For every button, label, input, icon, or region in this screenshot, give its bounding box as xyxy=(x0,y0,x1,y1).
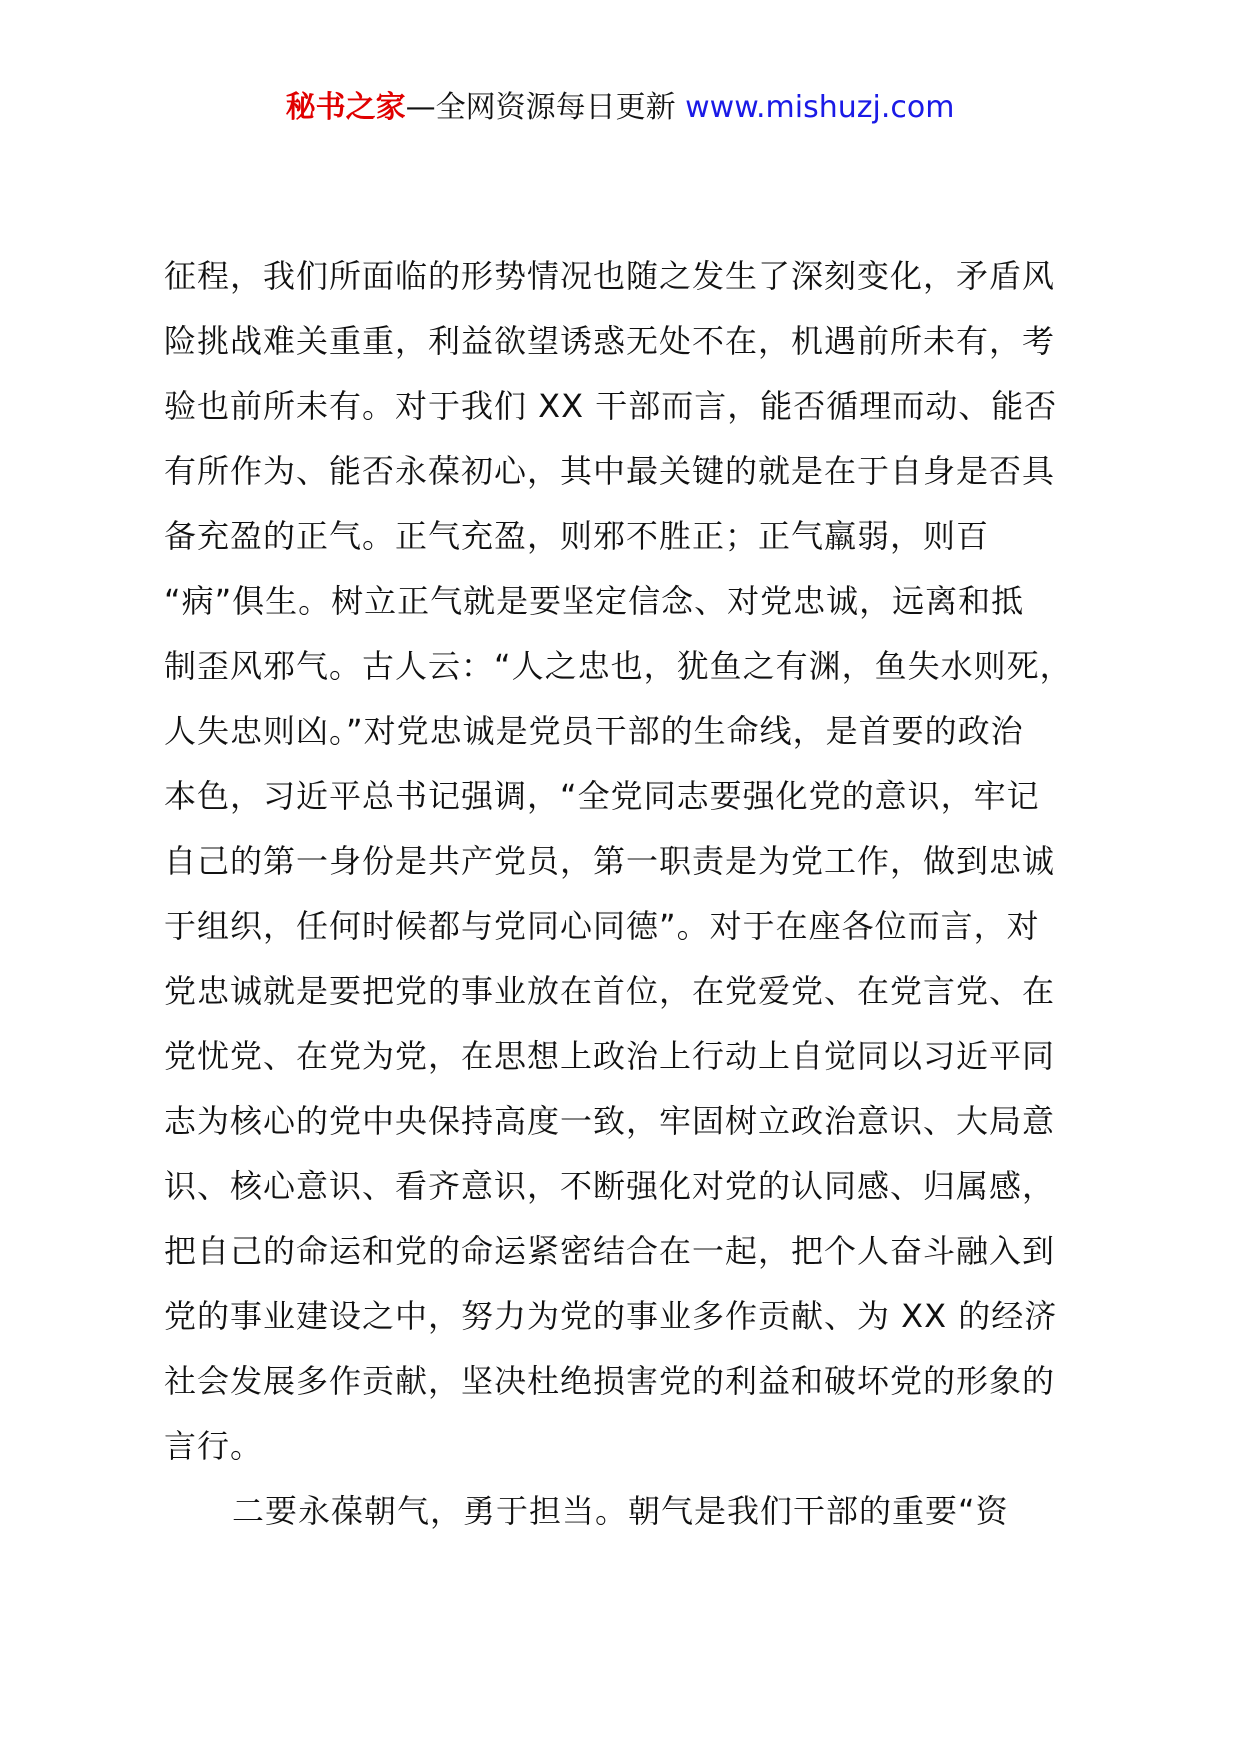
body-line: 自己的第一身份是共产党员，第一职责是为党工作，做到忠诚 xyxy=(164,842,1056,880)
page-header xyxy=(0,88,1240,128)
body-line: 备充盈的正气。正气充盈，则邪不胜正；正气羸弱，则百 xyxy=(164,517,990,555)
body-line: 言行。 xyxy=(164,1427,264,1465)
document-body xyxy=(164,244,1094,1544)
header-tagline: —全网资源每日更新 xyxy=(405,90,686,125)
body-line: 识、核心意识、看齐意识，不断强化对党的认同感、归属感， xyxy=(164,1167,1056,1205)
body-line: 于组织，任何时候都与党同心同德”。对于在座各位而言，对 xyxy=(164,907,1040,945)
body-line: 险挑战难关重重，利益欲望诱惑无处不在，机遇前所未有，考 xyxy=(164,322,1056,360)
body-line: 验也前所未有。对于我们 XX 干部而言，能否循理而动、能否 xyxy=(164,387,1058,425)
body-line: 党的事业建设之中，努力为党的事业多作贡献、为 XX 的经济 xyxy=(164,1297,1058,1335)
brand-name: 秘书之家 xyxy=(285,90,406,125)
body-line: 本色，习近平总书记强调，“全党同志要强化党的意识，牢记 xyxy=(164,777,1040,815)
section-heading-line: 二要永葆朝气，勇于担当。朝气是我们干部的重要“资 xyxy=(232,1492,1009,1530)
body-line: 人失忠则凶。”对党忠诚是党员干部的生命线，是首要的政治 xyxy=(164,712,1024,750)
body-line: 制歪风邪气。古人云：“人之忠也，犹鱼之有渊，鱼失水则死， xyxy=(164,647,1073,685)
site-url[interactable]: www.mishuzj.com xyxy=(685,90,955,125)
body-line: 把自己的命运和党的命运紧密结合在一起，把个人奋斗融入到 xyxy=(164,1232,1056,1270)
body-line: 志为核心的党中央保持高度一致，牢固树立政治意识、大局意 xyxy=(164,1102,1056,1140)
body-line: 有所作为、能否永葆初心，其中最关键的就是在于自身是否具 xyxy=(164,452,1056,490)
body-line: 党忧党、在党为党，在思想上政治上行动上自觉同以习近平同 xyxy=(164,1037,1056,1075)
body-line: 党忠诚就是要把党的事业放在首位，在党爱党、在党言党、在 xyxy=(164,972,1056,1010)
body-line: 社会发展多作贡献，坚决杜绝损害党的利益和破坏党的形象的 xyxy=(164,1362,1056,1400)
body-line: 征程，我们所面临的形势情况也随之发生了深刻变化，矛盾风 xyxy=(164,257,1056,295)
body-line: “病”俱生。树立正气就是要坚定信念、对党忠诚，远离和抵 xyxy=(164,582,1025,620)
